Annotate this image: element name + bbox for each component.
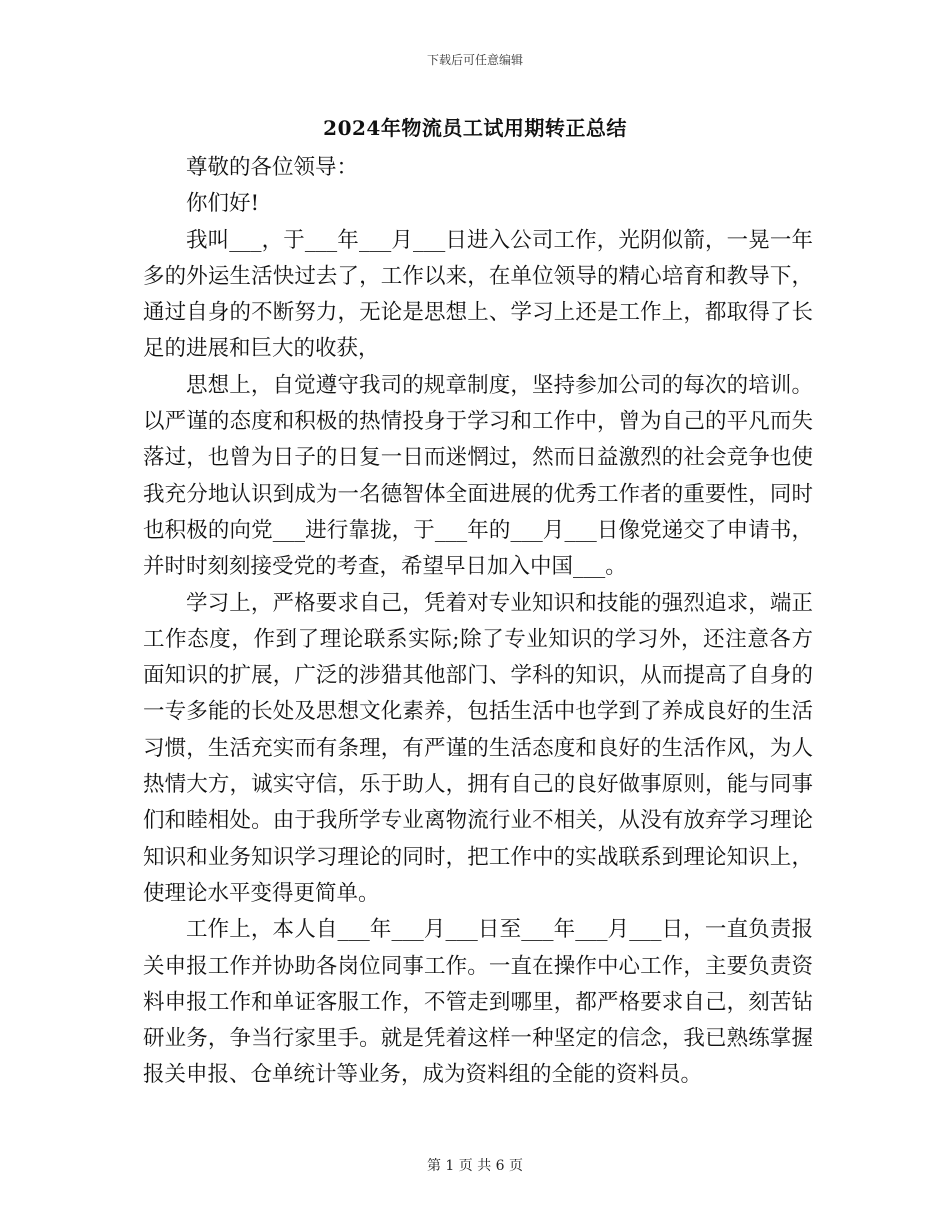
paragraph-thought: 思想上，自觉遵守我司的规章制度，坚持参加公司的每次的培训。以严谨的态度和积极的热情投身于学习和工作中，曾为自己的平凡而失落过，也曾为日子的日复一日而迷惘过，然而日益激烈的社会竞争也使我充分地认识到成为一名德智体全面进展的优秀工作者的重要性，同时也积极的向党___进行靠拢，于___年的___月___日像党递交了申请书，并时时刻刻接受党的考查，希望早日加入中国___。: [143, 372, 813, 580]
paragraph-work: 工作上，本人自___年___月___日至___年___月___日，一直负责报关申报工作并协助各岗位同事工作。一直在操作中心工作，主要负责资料申报工作和单证客服工作，不管走到哪里，都严格要求自己，刻苦钻研业务，争当行家里手。就是凭着这样一种坚定的信念，我已熟练掌握报关申报、仓单统计等业务，成为资料组的全能的资料员。: [143, 917, 813, 1088]
page-number: 第 1 页 共 6 页: [426, 1158, 524, 1174]
greeting: 你们好!: [186, 191, 260, 217]
paragraph-study: 学习上，严格要求自己，凭着对专业知识和技能的强烈追求，端正工作态度，作到了理论联系实际;除了专业知识的学习外，还注意各方面知识的扩展，广泛的涉猎其他部门、学科的知识，从而提高了自身的一专多能的长处及思想文化素养，包括生活中也学到了养成良好的生活习惯，生活充实而有条理，有严谨的生活态度和良好的生活作风，为人热情大方，诚实守信，乐于助人，拥有自己的良好做事原则，能与同事们和睦相处。由于我所学专业离物流行业不相关，从没有放弃学习理论知识和业务知识学习理论的同时，把工作中的实战联系到理论知识上，使理论水平变得更简单。: [143, 590, 813, 906]
document-title: 2024年物流员工试用期转正总结: [323, 116, 627, 140]
salutation: 尊敬的各位领导：: [186, 155, 359, 180]
document-body: [143, 150, 813, 1094]
page-header-note: 下载后可任意编辑: [426, 53, 523, 67]
paragraph-intro: 我叫___，于___年___月___日进入公司工作，光阴似箭，一晃一年多的外运生活快过去了，工作以来，在单位领导的精心培育和教导下，通过自身的不断努力，无论是思想上、学习上还是工作上，都取得了长足的进展和巨大的收获，: [143, 227, 813, 362]
